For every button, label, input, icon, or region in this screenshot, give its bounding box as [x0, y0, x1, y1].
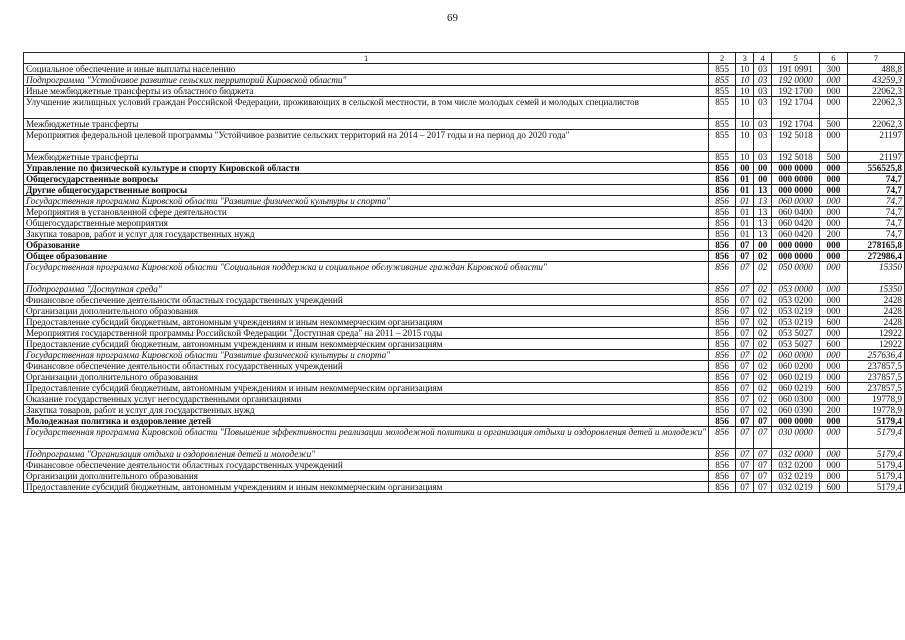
row-section-code: 07	[736, 284, 754, 295]
table-row	[24, 152, 905, 163]
row-section-code: 01	[736, 229, 754, 240]
row-name: Закупка товаров, работ и услуг для государственных нужд	[24, 405, 709, 416]
row-target-code: 053 0000	[771, 284, 819, 295]
row-name: Межбюджетные трансферты	[24, 119, 709, 130]
row-name: Молодежная политика и оздоровление детей	[24, 416, 709, 427]
table-row	[24, 163, 905, 174]
row-subsection-code: 13	[754, 218, 771, 229]
row-amount: 5179,4	[847, 460, 904, 471]
table-row	[24, 86, 905, 97]
row-expense-type: 600	[820, 482, 847, 493]
table-row	[24, 174, 905, 185]
row-ministry-code: 856	[709, 405, 736, 416]
table-row	[24, 262, 905, 284]
row-target-code: 060 0420	[771, 218, 819, 229]
row-target-code: 032 0000	[771, 449, 819, 460]
row-ministry-code: 856	[709, 383, 736, 394]
row-section-code: 01	[736, 207, 754, 218]
row-name: Государственная программа Кировской области "Социальная поддержка и социальное обслуживание граждан Кировской области"	[24, 262, 709, 284]
row-section-code: 01	[736, 185, 754, 196]
table-row	[24, 185, 905, 196]
row-subsection-code: 03	[754, 75, 771, 86]
budget-table	[23, 52, 905, 493]
row-amount: 74,7	[847, 218, 904, 229]
row-ministry-code: 856	[709, 240, 736, 251]
row-section-code: 07	[736, 361, 754, 372]
row-subsection-code: 07	[754, 427, 771, 449]
header-col-3: 3	[736, 53, 754, 64]
row-name: Закупка товаров, работ и услуг для государственных нужд	[24, 229, 709, 240]
row-expense-type: 600	[820, 317, 847, 328]
row-amount: 5179,4	[847, 449, 904, 460]
row-subsection-code: 07	[754, 460, 771, 471]
row-name: Образование	[24, 240, 709, 251]
row-name: Управление по физической культуре и спорту Кировской области	[24, 163, 709, 174]
row-expense-type: 000	[820, 471, 847, 482]
row-subsection-code: 02	[754, 328, 771, 339]
row-ministry-code: 855	[709, 86, 736, 97]
page-number: 69	[447, 12, 458, 24]
row-expense-type: 000	[820, 449, 847, 460]
row-expense-type: 000	[820, 416, 847, 427]
header-col-1: 1	[24, 53, 709, 64]
row-section-code: 10	[736, 86, 754, 97]
row-name: Организации дополнительного образования	[24, 471, 709, 482]
table-row	[24, 317, 905, 328]
row-section-code: 07	[736, 339, 754, 350]
row-amount: 21197	[847, 152, 904, 163]
row-ministry-code: 856	[709, 372, 736, 383]
row-ministry-code: 856	[709, 449, 736, 460]
row-target-code: 060 0200	[771, 361, 819, 372]
row-name: Улучшение жилищных условий граждан Российской Федерации, проживающих в сельской местности, в том числе молодых семей и молодых специалистов	[24, 97, 709, 119]
row-amount: 257636,4	[847, 350, 904, 361]
row-ministry-code: 856	[709, 427, 736, 449]
header-col-4: 4	[754, 53, 771, 64]
row-name: Организации дополнительного образования	[24, 306, 709, 317]
row-name: Предоставление субсидий бюджетным, автономным учреждениям и иным некоммерческим организациям	[24, 317, 709, 328]
row-name: Мероприятия государственной программы Российской Федерации "Доступная среда" на 2011 – 2015 годы	[24, 328, 709, 339]
row-subsection-code: 02	[754, 405, 771, 416]
row-section-code: 07	[736, 317, 754, 328]
row-ministry-code: 856	[709, 251, 736, 262]
row-expense-type: 000	[820, 306, 847, 317]
row-expense-type: 000	[820, 284, 847, 295]
header-row	[24, 53, 905, 64]
row-expense-type: 000	[820, 185, 847, 196]
row-name: Предоставление субсидий бюджетным, автономным учреждениям и иным некоммерческим организациям	[24, 482, 709, 493]
row-name: Межбюджетные трансферты	[24, 152, 709, 163]
row-name: Предоставление субсидий бюджетным, автономным учреждениям и иным некоммерческим организациям	[24, 383, 709, 394]
row-name: Подпрограмма "Организация отдыха и оздоровления детей и молодежи"	[24, 449, 709, 460]
row-name: Общегосударственные вопросы	[24, 174, 709, 185]
row-amount: 5179,4	[847, 482, 904, 493]
row-section-code: 07	[736, 295, 754, 306]
row-subsection-code: 02	[754, 306, 771, 317]
table-row	[24, 427, 905, 449]
table-row	[24, 405, 905, 416]
table-row	[24, 383, 905, 394]
row-ministry-code: 855	[709, 130, 736, 152]
row-expense-type: 500	[820, 119, 847, 130]
row-ministry-code: 856	[709, 306, 736, 317]
row-target-code: 060 0300	[771, 394, 819, 405]
table-row	[24, 130, 905, 152]
row-ministry-code: 856	[709, 185, 736, 196]
row-amount: 488,8	[847, 64, 904, 75]
row-name: Организации дополнительного образования	[24, 372, 709, 383]
row-section-code: 10	[736, 119, 754, 130]
table-row	[24, 449, 905, 460]
row-subsection-code: 03	[754, 97, 771, 119]
row-target-code: 053 0219	[771, 306, 819, 317]
row-ministry-code: 856	[709, 317, 736, 328]
row-section-code: 00	[736, 163, 754, 174]
row-subsection-code: 03	[754, 130, 771, 152]
row-expense-type: 000	[820, 174, 847, 185]
row-subsection-code: 00	[754, 240, 771, 251]
row-ministry-code: 856	[709, 416, 736, 427]
row-name: Мероприятия в установленной сфере деятельности	[24, 207, 709, 218]
row-target-code: 000 0000	[771, 240, 819, 251]
table-row	[24, 284, 905, 295]
row-amount: 22062,3	[847, 86, 904, 97]
row-amount: 5179,4	[847, 427, 904, 449]
row-section-code: 07	[736, 416, 754, 427]
row-name: Другие общегосударственные вопросы	[24, 185, 709, 196]
row-ministry-code: 856	[709, 284, 736, 295]
row-ministry-code: 856	[709, 196, 736, 207]
row-name: Мероприятия федеральной целевой программы "Устойчивое развитие сельских территорий на 2014 – 2017 годы и на период до 2020 года"	[24, 130, 709, 152]
row-amount: 21197	[847, 130, 904, 152]
row-target-code: 192 1704	[771, 97, 819, 119]
row-expense-type: 000	[820, 240, 847, 251]
row-subsection-code: 03	[754, 119, 771, 130]
row-expense-type: 000	[820, 207, 847, 218]
row-name: Предоставление субсидий бюджетным, автономным учреждениям и иным некоммерческим организациям	[24, 339, 709, 350]
row-subsection-code: 07	[754, 471, 771, 482]
table-row	[24, 339, 905, 350]
row-expense-type: 000	[820, 163, 847, 174]
row-subsection-code: 07	[754, 416, 771, 427]
table-row	[24, 482, 905, 493]
row-subsection-code: 02	[754, 372, 771, 383]
table-row	[24, 460, 905, 471]
row-ministry-code: 856	[709, 262, 736, 284]
row-section-code: 10	[736, 152, 754, 163]
row-amount: 2428	[847, 317, 904, 328]
row-target-code: 060 0219	[771, 383, 819, 394]
row-section-code: 10	[736, 64, 754, 75]
row-ministry-code: 855	[709, 97, 736, 119]
row-target-code: 192 5018	[771, 152, 819, 163]
row-name: Иные межбюджетные трансферты из областного бюджета	[24, 86, 709, 97]
row-amount: 556525,8	[847, 163, 904, 174]
row-ministry-code: 856	[709, 174, 736, 185]
table-row	[24, 361, 905, 372]
table-row	[24, 306, 905, 317]
table-row	[24, 64, 905, 75]
row-amount: 5179,4	[847, 471, 904, 482]
row-amount: 74,7	[847, 229, 904, 240]
row-target-code: 060 0000	[771, 350, 819, 361]
row-amount: 74,7	[847, 207, 904, 218]
header-col-2: 2	[709, 53, 736, 64]
row-ministry-code: 856	[709, 163, 736, 174]
table-row	[24, 394, 905, 405]
row-amount: 74,7	[847, 196, 904, 207]
row-name: Общегосударственные мероприятия	[24, 218, 709, 229]
row-target-code: 060 0400	[771, 207, 819, 218]
table-row	[24, 218, 905, 229]
table-row	[24, 196, 905, 207]
header-col-5: 5	[771, 53, 819, 64]
row-ministry-code: 856	[709, 471, 736, 482]
row-expense-type: 300	[820, 64, 847, 75]
row-ministry-code: 856	[709, 350, 736, 361]
table-row	[24, 240, 905, 251]
row-section-code: 07	[736, 482, 754, 493]
row-amount: 74,7	[847, 185, 904, 196]
row-amount: 15350	[847, 262, 904, 284]
row-section-code: 07	[736, 328, 754, 339]
row-subsection-code: 02	[754, 262, 771, 284]
row-expense-type: 000	[820, 251, 847, 262]
row-expense-type: 000	[820, 295, 847, 306]
row-expense-type: 600	[820, 383, 847, 394]
row-target-code: 053 5027	[771, 328, 819, 339]
table-row	[24, 251, 905, 262]
row-section-code: 01	[736, 174, 754, 185]
row-expense-type: 000	[820, 97, 847, 119]
row-ministry-code: 855	[709, 119, 736, 130]
table-row	[24, 372, 905, 383]
row-section-code: 07	[736, 449, 754, 460]
row-ministry-code: 856	[709, 295, 736, 306]
row-expense-type: 000	[820, 350, 847, 361]
row-target-code: 192 0000	[771, 75, 819, 86]
row-subsection-code: 07	[754, 449, 771, 460]
row-target-code: 191 0991	[771, 64, 819, 75]
row-target-code: 053 0200	[771, 295, 819, 306]
row-expense-type: 000	[820, 372, 847, 383]
row-ministry-code: 855	[709, 64, 736, 75]
row-ministry-code: 856	[709, 229, 736, 240]
table-row	[24, 75, 905, 86]
row-expense-type: 200	[820, 229, 847, 240]
row-target-code: 032 0219	[771, 471, 819, 482]
row-section-code: 07	[736, 427, 754, 449]
row-expense-type: 000	[820, 86, 847, 97]
row-target-code: 060 0000	[771, 196, 819, 207]
row-amount: 12922	[847, 328, 904, 339]
row-target-code: 030 0000	[771, 427, 819, 449]
table-row	[24, 207, 905, 218]
row-target-code: 000 0000	[771, 174, 819, 185]
row-name: Общее образование	[24, 251, 709, 262]
row-subsection-code: 02	[754, 284, 771, 295]
row-subsection-code: 13	[754, 196, 771, 207]
row-subsection-code: 02	[754, 339, 771, 350]
row-expense-type: 000	[820, 427, 847, 449]
row-ministry-code: 856	[709, 460, 736, 471]
row-amount: 22062,3	[847, 97, 904, 119]
row-amount: 2428	[847, 306, 904, 317]
row-target-code: 192 1700	[771, 86, 819, 97]
row-expense-type: 000	[820, 361, 847, 372]
row-amount: 22062,3	[847, 119, 904, 130]
row-amount: 272986,4	[847, 251, 904, 262]
row-amount: 19778,9	[847, 405, 904, 416]
row-amount: 237857,5	[847, 372, 904, 383]
row-section-code: 07	[736, 350, 754, 361]
row-target-code: 000 0000	[771, 163, 819, 174]
row-name: Финансовое обеспечение деятельности областных государственных учреждений	[24, 295, 709, 306]
row-target-code: 060 0219	[771, 372, 819, 383]
row-name: Оказание государственных услуг негосударственными организациями	[24, 394, 709, 405]
row-subsection-code: 13	[754, 229, 771, 240]
row-expense-type: 000	[820, 130, 847, 152]
row-subsection-code: 07	[754, 482, 771, 493]
row-section-code: 10	[736, 130, 754, 152]
row-name: Государственная программа Кировской области "Повышение эффективности реализации молодежной политики и организация отдыха и оздоровления детей и молодежи"	[24, 427, 709, 449]
row-ministry-code: 856	[709, 361, 736, 372]
row-subsection-code: 03	[754, 152, 771, 163]
row-expense-type: 600	[820, 339, 847, 350]
row-section-code: 07	[736, 262, 754, 284]
row-amount: 237857,5	[847, 383, 904, 394]
row-subsection-code: 02	[754, 317, 771, 328]
table-row	[24, 295, 905, 306]
row-subsection-code: 02	[754, 394, 771, 405]
row-section-code: 07	[736, 394, 754, 405]
row-subsection-code: 00	[754, 163, 771, 174]
row-target-code: 000 0000	[771, 185, 819, 196]
row-subsection-code: 00	[754, 174, 771, 185]
row-name: Государственная программа Кировской области "Развитие физической культуры и спорта"	[24, 350, 709, 361]
row-ministry-code: 855	[709, 75, 736, 86]
row-ministry-code: 856	[709, 207, 736, 218]
row-amount: 2428	[847, 295, 904, 306]
row-section-code: 10	[736, 75, 754, 86]
row-name: Подпрограмма "Устойчивое развитие сельских территорий Кировской области"	[24, 75, 709, 86]
table-row	[24, 416, 905, 427]
row-section-code: 01	[736, 196, 754, 207]
row-subsection-code: 02	[754, 383, 771, 394]
table-row	[24, 328, 905, 339]
table-body	[24, 64, 905, 493]
table-row	[24, 119, 905, 130]
row-expense-type: 200	[820, 405, 847, 416]
row-section-code: 07	[736, 460, 754, 471]
row-expense-type: 500	[820, 152, 847, 163]
row-section-code: 07	[736, 251, 754, 262]
row-section-code: 07	[736, 240, 754, 251]
row-amount: 278165,8	[847, 240, 904, 251]
row-ministry-code: 856	[709, 218, 736, 229]
row-section-code: 07	[736, 405, 754, 416]
row-target-code: 192 5018	[771, 130, 819, 152]
row-subsection-code: 02	[754, 350, 771, 361]
row-section-code: 07	[736, 471, 754, 482]
row-ministry-code: 856	[709, 339, 736, 350]
row-expense-type: 000	[820, 262, 847, 284]
row-name: Финансовое обеспечение деятельности областных государственных учреждений	[24, 460, 709, 471]
header-col-6: 6	[820, 53, 847, 64]
row-subsection-code: 03	[754, 64, 771, 75]
row-target-code: 000 0000	[771, 251, 819, 262]
table-row	[24, 350, 905, 361]
table-row	[24, 471, 905, 482]
table-row	[24, 229, 905, 240]
row-expense-type: 000	[820, 75, 847, 86]
row-amount: 15350	[847, 284, 904, 295]
row-section-code: 10	[736, 97, 754, 119]
row-amount: 74,7	[847, 174, 904, 185]
row-ministry-code: 856	[709, 328, 736, 339]
row-subsection-code: 02	[754, 295, 771, 306]
row-subsection-code: 02	[754, 251, 771, 262]
row-name: Подпрограмма "Доступная среда"	[24, 284, 709, 295]
row-target-code: 032 0200	[771, 460, 819, 471]
row-target-code: 053 0219	[771, 317, 819, 328]
row-target-code: 192 1704	[771, 119, 819, 130]
row-amount: 5179,4	[847, 416, 904, 427]
row-ministry-code: 856	[709, 394, 736, 405]
row-amount: 19778,9	[847, 394, 904, 405]
row-ministry-code: 855	[709, 152, 736, 163]
row-amount: 12922	[847, 339, 904, 350]
row-section-code: 07	[736, 306, 754, 317]
row-name: Социальное обеспечение и иные выплаты населению	[24, 64, 709, 75]
row-name: Государственная программа Кировской области "Развитие физической культуры и спорта"	[24, 196, 709, 207]
row-amount: 43259,3	[847, 75, 904, 86]
row-target-code: 032 0219	[771, 482, 819, 493]
row-target-code: 060 0390	[771, 405, 819, 416]
row-target-code: 060 0420	[771, 229, 819, 240]
row-target-code: 000 0000	[771, 416, 819, 427]
table-row	[24, 97, 905, 119]
row-section-code: 07	[736, 383, 754, 394]
row-ministry-code: 856	[709, 482, 736, 493]
row-target-code: 053 5027	[771, 339, 819, 350]
row-section-code: 07	[736, 372, 754, 383]
row-target-code: 050 0000	[771, 262, 819, 284]
row-section-code: 01	[736, 218, 754, 229]
row-amount: 237857,5	[847, 361, 904, 372]
row-subsection-code: 13	[754, 185, 771, 196]
row-name: Финансовое обеспечение деятельности областных государственных учреждений	[24, 361, 709, 372]
row-expense-type: 000	[820, 196, 847, 207]
row-expense-type: 000	[820, 394, 847, 405]
row-subsection-code: 13	[754, 207, 771, 218]
row-expense-type: 000	[820, 328, 847, 339]
row-expense-type: 000	[820, 218, 847, 229]
row-subsection-code: 02	[754, 361, 771, 372]
row-expense-type: 000	[820, 460, 847, 471]
header-col-7: 7	[847, 53, 904, 64]
row-subsection-code: 03	[754, 86, 771, 97]
